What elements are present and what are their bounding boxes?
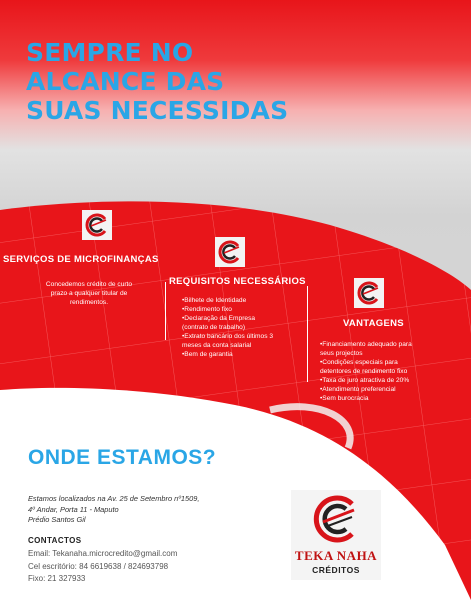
column-divider (165, 282, 166, 340)
location-title: ONDE ESTAMOS? (28, 446, 217, 469)
microfinance-line: rendimentos. (69, 299, 109, 306)
brand-subtitle: CRÉDITOS (312, 565, 360, 575)
contacts-list (28, 548, 177, 586)
microfinance-line: prazo a qualquer titular de (50, 290, 128, 297)
requirement-item: •Extrato bancário dos últimos 3 (182, 333, 274, 340)
address-line: Prédio Santos Gil (28, 515, 86, 524)
requirement-item: meses da conta salarial (182, 342, 252, 349)
requirements-title: REQUISITOS NECESSÁRIOS (169, 276, 306, 287)
advantage-item: •Condições especiais para (320, 359, 398, 366)
contact-landline: Fixo: 21 327933 (28, 574, 86, 583)
requirement-item: •Declaração da Empresa (182, 315, 256, 322)
advantages-list (320, 340, 412, 403)
requirement-item: (contrato de trabalho) (182, 324, 246, 331)
teka-naha-logo-icon (354, 278, 384, 308)
teka-naha-logo-icon (308, 492, 364, 546)
teka-naha-logo-icon (215, 237, 245, 267)
headline (26, 38, 288, 125)
requirement-item: •Rendimento fixo (182, 306, 232, 313)
requirement-item: •Bilhete de Identidade (182, 297, 247, 304)
brand-name: TEKA NAHA (294, 548, 378, 563)
microfinance-title: SERVIÇOS DE MICROFINANÇAS (3, 254, 159, 265)
address-line: Estamos localizados na Av. 25 de Setembro nº1509, (28, 494, 200, 503)
contact-email: Email: Tekanaha.microcredito@gmail.com (28, 549, 178, 558)
advantage-item: •Sem burocracia (320, 395, 369, 402)
address (28, 494, 199, 526)
column-divider (307, 286, 308, 382)
brand-logo (291, 490, 381, 580)
advantage-item: •Financiamento adequado para (320, 341, 412, 348)
teka-naha-logo-icon (82, 210, 112, 240)
advantage-item: detentores de rendimento fixo (320, 368, 408, 375)
headline-line-3: SUAS NECESSIDAS (26, 96, 289, 125)
contact-phone: Cel escritório: 84 6619638 / 824693798 (28, 561, 169, 571)
headline-line-2: ALCANCE DAS (26, 67, 225, 96)
requirement-item: •Bem de garantia (182, 351, 233, 358)
advantages-title: VANTAGENS (343, 318, 404, 329)
headline-line-1: SEMPRE NO (26, 38, 194, 67)
advantage-item: •Atendimento preferencial (320, 386, 396, 393)
contacts-title: CONTACTOS (28, 536, 82, 545)
address-line: 4º Andar, Porta 11 - Maputo (28, 504, 119, 514)
requirements-list (182, 296, 273, 359)
advantage-item: seus projectos (320, 350, 363, 357)
microfinance-text (30, 280, 148, 307)
microfinance-line: Concedemos crédito de curto (45, 281, 133, 288)
advantage-item: •Taxa de juro atractiva de 20% (320, 377, 410, 384)
